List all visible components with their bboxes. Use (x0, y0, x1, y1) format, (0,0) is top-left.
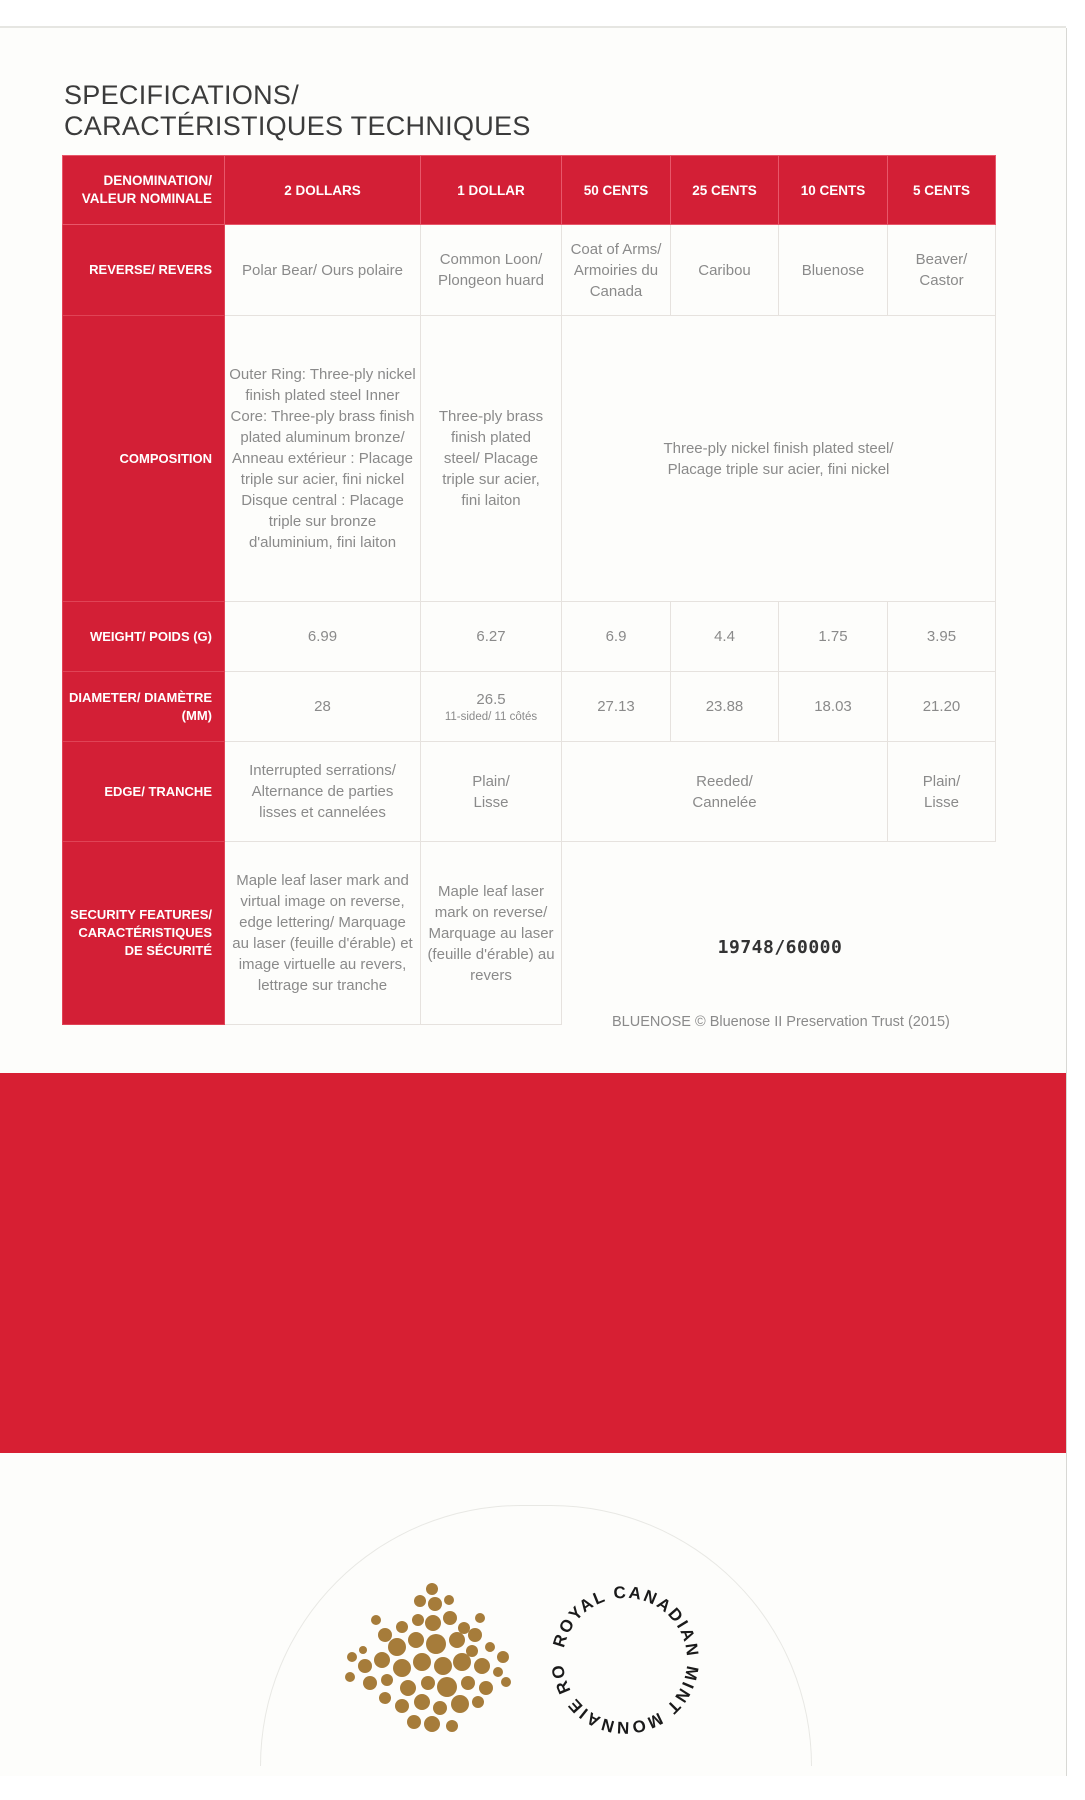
specifications-table (62, 155, 996, 1025)
maple-leaf-logo-icon (340, 1580, 520, 1745)
col-header-2-dollars: 2 DOLLARS (225, 156, 421, 225)
reverse-cell: Polar Bear/ Ours polaire (225, 225, 421, 316)
edge-label: EDGE/ TRANCHE (63, 742, 225, 842)
composition-row (63, 316, 996, 602)
col-header-10-cents: 10 CENTS (779, 156, 888, 225)
diameter-cell: 18.03 (779, 672, 888, 742)
reverse-label: REVERSE/ REVERS (63, 225, 225, 316)
diameter-cell: 21.20 (888, 672, 996, 742)
diameter-note: 11-sided/ 11 côtés (444, 711, 538, 723)
col-header-1-dollar: 1 DOLLAR (421, 156, 562, 225)
diameter-value: 26.5 (476, 691, 506, 708)
seal-text: ROYAL CANADIAN MINT MONNAIE RO (547, 1582, 703, 1738)
edge-row (63, 742, 996, 842)
svg-text:ROYAL CANADIAN MINT MONNAIE RO (545, 1580, 702, 1737)
reverse-cell: Beaver/ Castor (888, 225, 996, 316)
diameter-cell: 23.88 (671, 672, 779, 742)
composition-label: COMPOSITION (63, 316, 225, 602)
composition-coins: Three-ply nickel finish plated steel/ Placage triple sur acier, fini nickel (562, 316, 996, 602)
weight-cell: 6.27 (421, 602, 562, 672)
reverse-row (63, 225, 996, 316)
diameter-cell: 27.13 (562, 672, 671, 742)
col-header-50-cents: 50 CENTS (562, 156, 671, 225)
title-line-2: CARACTÉRISTIQUES TECHNIQUES (64, 111, 531, 141)
header-row (63, 156, 996, 225)
weight-cell: 4.4 (671, 602, 779, 672)
edge-reeded: Reeded/ Cannelée (562, 742, 888, 842)
col-header-5-cents: 5 CENTS (888, 156, 996, 225)
edge-5-cents: Plain/ Lisse (888, 742, 996, 842)
composition-1-dollar: Three-ply brass finish plated steel/ Placage triple sur acier, fini laiton (421, 316, 562, 602)
diameter-cell: 28 (225, 672, 421, 742)
col-header-25-cents: 25 CENTS (671, 156, 779, 225)
title-line-1: SPECIFICATIONS/ (64, 80, 300, 110)
denomination-header: DENOMINATION/ VALEUR NOMINALE (63, 156, 225, 225)
reverse-cell: Coat of Arms/ Armoiries du Canada (562, 225, 671, 316)
edge-2-dollars: Interrupted serrations/ Alternance de parties lisses et cannelées (225, 742, 421, 842)
edge-1-dollar: Plain/ Lisse (421, 742, 562, 842)
weight-cell: 6.99 (225, 602, 421, 672)
security-1-dollar: Maple leaf laser mark on reverse/ Marquage au laser (feuille d'érable) au revers (421, 842, 562, 1025)
copyright-credit: BLUENOSE © Bluenose II Preservation Trust (2015) (612, 1014, 950, 1030)
weight-cell: 3.95 (888, 602, 996, 672)
royal-canadian-mint-seal (545, 1580, 705, 1745)
weight-label: WEIGHT/ POIDS (G) (63, 602, 225, 672)
reverse-cell: Common Loon/ Plongeon huard (421, 225, 562, 316)
weight-cell: 1.75 (779, 602, 888, 672)
security-label: SECURITY FEATURES/ CARACTÉRISTIQUES DE SÉCURITÉ (63, 842, 225, 1025)
red-panel (0, 1073, 1066, 1453)
diameter-cell-1-dollar (421, 672, 562, 742)
reverse-cell: Bluenose (779, 225, 888, 316)
serial-number: 19748/60000 (717, 936, 843, 958)
diameter-label: DIAMETER/ DIAMÈTRE (MM) (63, 672, 225, 742)
diameter-row (63, 672, 996, 742)
security-2-dollars: Maple leaf laser mark and virtual image on reverse, edge lettering/ Marquage au laser (feuille d'érable) et image virtuelle au revers, lettrage sur tranche (225, 842, 421, 1025)
reverse-cell: Caribou (671, 225, 779, 316)
weight-cell: 6.9 (562, 602, 671, 672)
composition-2-dollars: Outer Ring: Three-ply nickel finish plated steel Inner Core: Three-ply brass finish plated aluminum bronze/ Anneau extérieur : Placage triple sur acier, fini nickel Disque central : Placage triple sur bronze d'aluminium, fini laiton (225, 316, 421, 602)
page-title (64, 80, 531, 142)
weight-row (63, 602, 996, 672)
